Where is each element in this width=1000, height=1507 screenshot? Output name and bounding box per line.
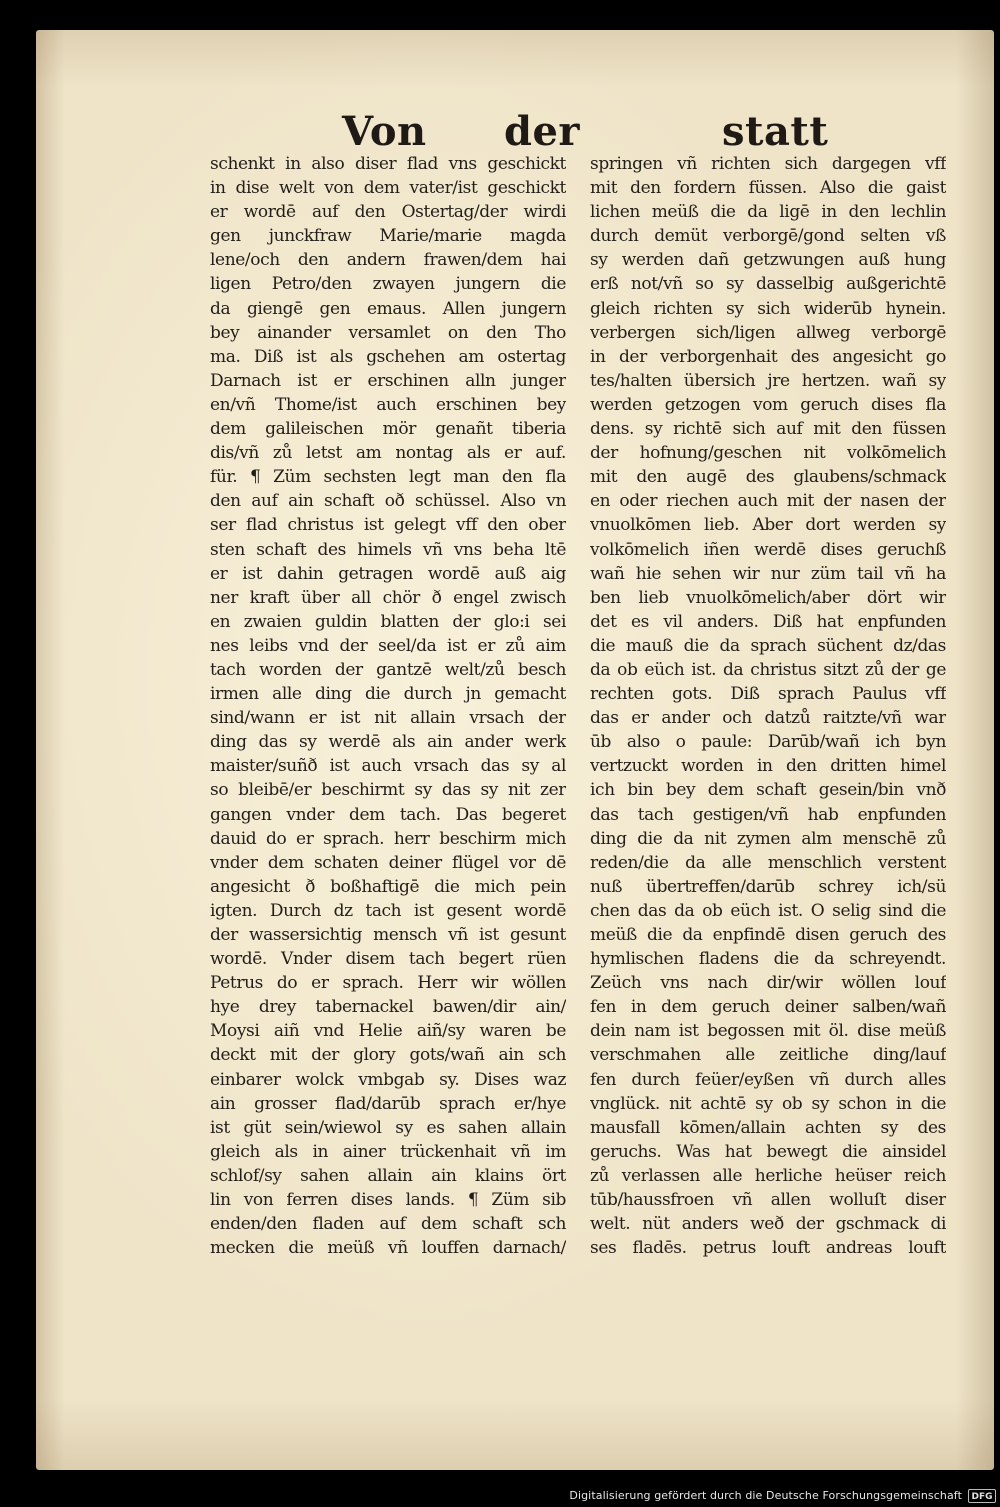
text-line: det es vil anders. Diß hat enpfunden bbox=[590, 611, 946, 632]
text-line: Petrus do er sprach. Herr wir wöllen bbox=[210, 973, 566, 994]
text-line: rechten gots. Diß sprach Paulus vff bbox=[590, 684, 946, 705]
text-line: lene/och den andern frawen/dem hai bbox=[210, 250, 566, 271]
text-line: Moysi aiñ vnd Helie aiñ/sy waren be bbox=[210, 1021, 566, 1042]
dfg-logo: DFG bbox=[968, 1489, 996, 1503]
text-line: reden/die da alle menschlich verstent bbox=[590, 852, 946, 873]
text-line: ding das sy werdē als ain ander werk bbox=[210, 732, 566, 753]
text-line: durch demüt verborgē/gond selten vß bbox=[590, 226, 946, 247]
text-line: das tach gestigen/vñ hab enpfunden bbox=[590, 804, 946, 825]
text-line: ligen Petro/den zwayen jungern die bbox=[210, 274, 566, 295]
text-line: den auf ain schaft oð schüssel. Also vn bbox=[210, 491, 566, 512]
text-line: lin von ferren dises lands. ¶ Züm sib bbox=[210, 1190, 566, 1211]
text-line: da giengē gen emaus. Allen jungern bbox=[210, 298, 566, 319]
text-line: wordē. Vnder disem tach begert rüen bbox=[210, 949, 566, 970]
text-line: der wassersichtig mensch vñ ist gesunt bbox=[210, 925, 566, 945]
text-line: ma. Diß ist als gschehen am ostertag bbox=[210, 346, 566, 367]
text-line: nes leibs vnd der seel/da ist er zů aim bbox=[210, 635, 566, 656]
text-line: gangen vnder dem tach. Das begeret bbox=[210, 804, 566, 825]
text-line: nuß übertreffen/darūb schrey ich/sü bbox=[590, 876, 946, 897]
text-line: deckt mit der glory gots/wañ ain sch bbox=[210, 1045, 566, 1066]
text-line: wañ hie sehen wir nur züm tail vñ ha bbox=[590, 563, 946, 584]
text-line: hymlischen fladens die da schreyendt. bbox=[590, 949, 946, 970]
text-line: für. ¶ Züm sechsten legt man den fla bbox=[210, 467, 566, 488]
text-line: in dise welt von dem vater/ist geschickt bbox=[210, 178, 566, 199]
text-line: sind/wann er ist nit allain vrsach der bbox=[210, 708, 566, 729]
text-line: mit den augē des glaubens/schmack bbox=[590, 467, 946, 488]
text-line: dem galileischen mör genañt tiberia bbox=[210, 419, 566, 440]
text-line: erß not/vñ so sy dasselbig außgerichtē bbox=[590, 274, 946, 295]
text-line: fen durch feüer/eyßen vñ durch alles bbox=[590, 1069, 946, 1090]
text-line: ben lieb vnuolkōmelich/aber dört wir bbox=[590, 587, 946, 608]
text-line: dis/vñ zů letst am nontag als er auf. bbox=[210, 443, 566, 464]
text-line: vnglück. nit achtē sy ob sy schon in die bbox=[590, 1093, 946, 1114]
running-head-word: der bbox=[504, 108, 580, 155]
text-line: schlof/sy sahen allain ain klains ört bbox=[210, 1165, 566, 1186]
text-line: tes/halten übersich jre hertzen. wañ sy bbox=[590, 370, 946, 391]
text-line: der hofnung/geschen nit volkōmelich bbox=[590, 443, 946, 464]
text-line: mecken die meüß vñ louffen darnach/ bbox=[210, 1238, 566, 1259]
text-line: dauid do er sprach. herr beschirm mich bbox=[210, 828, 566, 849]
text-line: gleich als in ainer trückenhait vñ im bbox=[210, 1141, 566, 1162]
text-line: da ob eüch ist. da christus sitzt zů der ge bbox=[590, 659, 946, 680]
text-line: ses fladēs. petrus louft andreas louft bbox=[590, 1238, 946, 1259]
text-line: welt. nüt anders weð der gschmack di bbox=[590, 1214, 946, 1235]
text-line: verschmahen alle zeitliche ding/lauf bbox=[590, 1045, 946, 1066]
funding-credit: Digitalisierung gefördert durch die Deutsche Forschungsgemeinschaft bbox=[569, 1489, 962, 1502]
text-line: gen junckfraw Marie/marie magda bbox=[210, 226, 566, 247]
digitization-footer bbox=[0, 1486, 1000, 1507]
text-line: dein nam ist begossen mit öl. dise meüß bbox=[590, 1021, 946, 1042]
left-text-column bbox=[210, 152, 566, 1260]
text-line: er ist dahin getragen wordē auß aig bbox=[210, 563, 566, 584]
text-line: fen in dem geruch deiner salben/wañ bbox=[590, 997, 946, 1018]
text-line: vnuolkōmen lieb. Aber dort werden sy bbox=[590, 515, 946, 536]
running-head-word: statt bbox=[722, 108, 829, 155]
text-line: enden/den fladen auf dem schaft sch bbox=[210, 1214, 566, 1235]
text-line: bey ainander versamlet on den Tho bbox=[210, 322, 566, 343]
text-line: so bleibē/er beschirmt sy das sy nit zer bbox=[210, 780, 566, 801]
text-line: in der verborgenhait des angesicht go bbox=[590, 346, 946, 367]
text-line: ner kraft über all chör ð engel zwisch bbox=[210, 587, 566, 608]
text-line: ain grosser flad/darūb sprach er/hye bbox=[210, 1093, 566, 1114]
text-line: ich bin bey dem schaft gesein/bin vnð bbox=[590, 780, 946, 801]
text-line: en oder riechen auch mit der nasen der bbox=[590, 491, 946, 512]
text-line: ūb also o paule: Darūb/wañ ich byn bbox=[590, 732, 946, 753]
text-line: ist güt sein/wiewol sy es sahen allain bbox=[210, 1117, 566, 1138]
text-line: sy werden dañ getzwungen auß hung bbox=[590, 250, 946, 271]
text-line: er wordē auf den Ostertag/der wirdi bbox=[210, 202, 566, 223]
text-line: springen vñ richten sich dargegen vff bbox=[590, 154, 946, 174]
text-line: en zwaien guldin blatten der glo:i sei bbox=[210, 611, 566, 632]
text-line: dens. sy richtē sich auf mit den füssen bbox=[590, 419, 946, 440]
text-line: werden getzogen vom geruch dises fla bbox=[590, 394, 946, 415]
text-line: vnder dem schaten deiner flügel vor dē bbox=[210, 852, 566, 873]
text-line: lichen meüß die da ligē in den lechlin bbox=[590, 202, 946, 223]
text-line: meüß die da enpfindē disen geruch des bbox=[590, 925, 946, 945]
text-line: volkōmelich iñen werdē dises geruchß bbox=[590, 539, 946, 560]
text-line: einbarer wolck vmbgab sy. Dises waz bbox=[210, 1069, 566, 1090]
text-line: tach worden der gantzē welt/zů besch bbox=[210, 659, 566, 680]
text-line: geruchs. Was hat bewegt die ainsidel bbox=[590, 1141, 946, 1162]
right-text-column bbox=[590, 152, 946, 1260]
text-line: mausfall kōmen/allain achten sy des bbox=[590, 1117, 946, 1138]
text-line: die mauß die da sprach süchent dz/das bbox=[590, 635, 946, 656]
text-line: das er ander och datzů raitzte/vñ war bbox=[590, 708, 946, 729]
text-line: en/vñ Thome/ist auch erschinen bey bbox=[210, 394, 566, 415]
text-line: vertzuckt worden in den dritten himel bbox=[590, 756, 946, 777]
text-line: gleich richten sy sich widerūb hynein. bbox=[590, 298, 946, 319]
text-line: chen das da ob eüch ist. O selig sind die bbox=[590, 900, 946, 921]
text-line: verbergen sich/ligen allweg verborgē bbox=[590, 322, 946, 343]
text-line: ding die da nit zymen alm menschē zů bbox=[590, 828, 946, 849]
text-line: ser flad christus ist gelegt vff den ober bbox=[210, 515, 566, 536]
text-line: maister/suñð ist auch vrsach das sy al bbox=[210, 756, 566, 777]
book-page bbox=[36, 30, 994, 1470]
text-line: igten. Durch dz tach ist gesent wordē bbox=[210, 900, 566, 921]
text-line: sten schaft des himels vñ vns beha ltē bbox=[210, 539, 566, 560]
text-line: angesicht ð boßhaftigē die mich pein bbox=[210, 876, 566, 897]
text-line: schenkt in also diser flad vns geschickt bbox=[210, 154, 566, 174]
text-line: tūb/haussfroen vñ allen wolluſt diser bbox=[590, 1190, 946, 1211]
text-line: hye drey tabernackel bawen/dir ain/ bbox=[210, 997, 566, 1018]
text-line: Zeüch vns nach dir/wir wöllen louf bbox=[590, 973, 946, 994]
text-line: Darnach ist er erschinen alln junger bbox=[210, 370, 566, 391]
text-line: irmen alle ding die durch jn gemacht bbox=[210, 684, 566, 705]
text-line: zů verlassen alle herliche heüser reich bbox=[590, 1165, 946, 1186]
text-line: mit den fordern füssen. Also die gaist bbox=[590, 178, 946, 199]
running-head-word: Von bbox=[342, 108, 427, 155]
